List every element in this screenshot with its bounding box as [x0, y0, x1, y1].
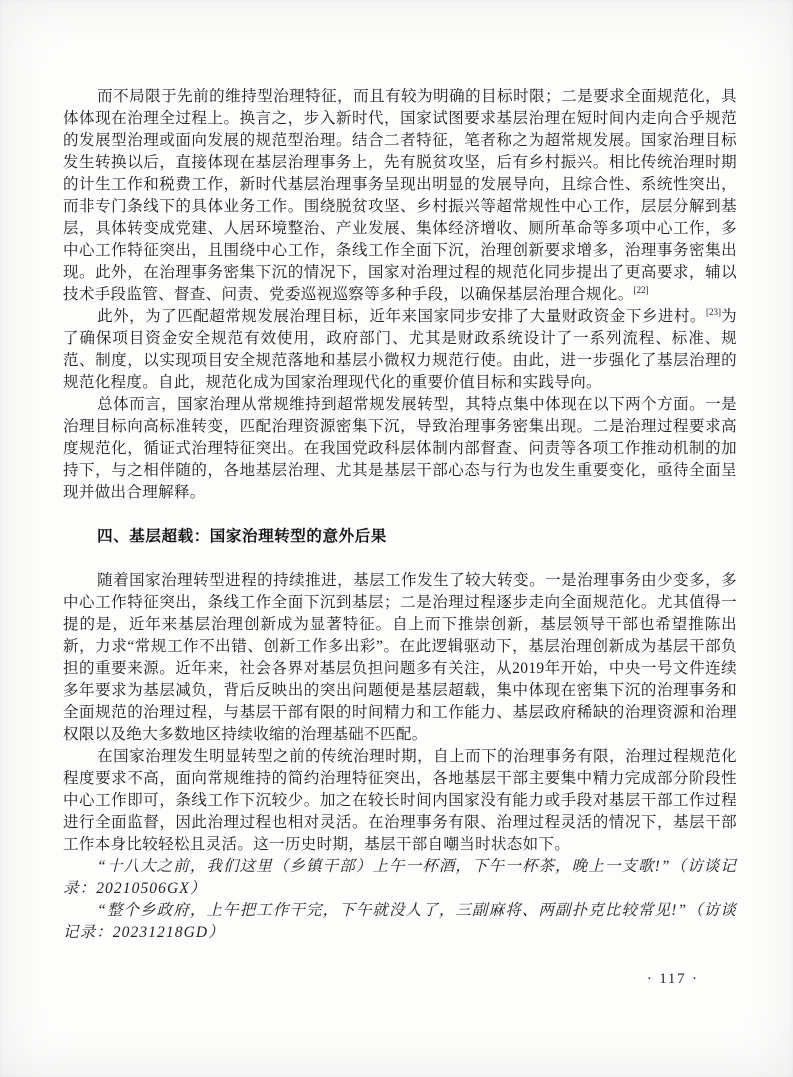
body-paragraph-1 [63, 86, 737, 306]
body-paragraph-5 [63, 746, 737, 856]
interview-quote-2: “整个乡政府，上午把工作干完，下午就没人了，三副麻将、两副扑克比较常见!”（访谈记录：20231218GD） [63, 902, 737, 941]
paragraph-text: 为了确保项目资金安全规范有效使用，政府部门、尤其是财政系统设计了一系列流程、标准、规范、制度，以实现项目安全规范落地和基层小微权力规范行使。由此，进一步强化了基层治理的规范化程度。自此，规范化成为国家治理现代化的重要价值目标和实践导向。 [63, 308, 737, 391]
text-column [63, 86, 737, 990]
page-number: · 117 · [646, 971, 699, 987]
footnote-marker-22: [22] [633, 284, 649, 295]
body-paragraph-3 [63, 394, 737, 504]
body-paragraph-4 [63, 570, 737, 746]
interview-quote-1: “十八大之前，我们这里（乡镇干部）上午一杯酒，下午一杯茶，晚上一支歌!”（访谈记录：20210506GX） [63, 858, 737, 897]
paragraph-text: 此外，为了匹配超常规发展治理目标，近年来国家同步安排了大量财政资金下乡进村。 [97, 308, 706, 325]
section-heading: 四、基层超载：国家治理转型的意外后果 [97, 527, 387, 545]
paragraph-text: 总体而言，国家治理从常规维持到超常规发展转型，其特点集中体现在以下两个方面。一是治理目标向高标准转变，匹配治理资源密集下沉，导致治理事务密集出现。二是治理过程要求高度规范化，循证式治理特征突出。在我国党政科层体制内部督查、问责等各项工作推动机制的加持下，与之相伴随的，各地基层治理、尤其是基层干部心态与行为也发生重要变化，亟待全面呈现并做出合理解释。 [63, 396, 737, 501]
body-paragraph-2 [63, 306, 737, 394]
paragraph-text: 在国家治理发生明显转型之前的传统治理时期，自上而下的治理事务有限，治理过程规范化程度要求不高，面向常规维持的简约治理特征突出，各地基层干部主要集中精力完成部分阶段性中心工作即可，条线工作下沉较少。加之在较长时间内国家没有能力或手段对基层干部工作过程进行全面监督，因此治理过程也相对灵活。在治理事务有限、治理过程灵活的情况下，基层干部工作本身比较轻松且灵活。这一历史时期，基层干部自嘲当时状态如下。 [63, 748, 737, 853]
footnote-marker-23: [23] [705, 306, 721, 317]
paragraph-text: 而不局限于先前的维持型治理特征，而且有较为明确的目标时限；二是要求全面规范化，具体体现在治理全过程上。换言之，步入新时代，国家试图要求基层治理在短时间内走向合乎规范的发展型治理或面向发展的规范型治理。结合二者特征，笔者称之为超常规发展。国家治理目标发生转换以后，直接体现在基层治理事务上，先有脱贫攻坚，后有乡村振兴。相比传统治理时期的计生工作和税费工作，新时代基层治理事务呈现出明显的发展导向，且综合性、系统性突出，而非专门条线下的具体业务工作。围绕脱贫攻坚、乡村振兴等超常规性中心工作，层层分解到基层，具体转变成党建、人居环境整治、产业发展、集体经济增收、厕所革命等多项中心工作，多中心工作特征突出，且围绕中心工作，条线工作全面下沉，治理创新要求增多，治理事务密集出现。此外，在治理事务密集下沉的情况下，国家对治理过程的规范化同步提出了更高要求，辅以技术手段监管、督查、问责、党委巡视巡察等多种手段，以确保基层治理合规化。 [63, 88, 737, 303]
paragraph-text: 随着国家治理转型进程的持续推进，基层工作发生了较大转变。一是治理事务由少变多，多中心工作特征突出，条线工作全面下沉到基层；二是治理过程逐步走向全面规范化。尤其值得一提的是，近年来基层治理创新成为显著特征。自上而下推崇创新，基层领导干部也希望推陈出新，力求“常规工作不出错、创新工作多出彩”。在此逻辑驱动下，基层治理创新成为基层干部负担的重要来源。近年来，社会各界对基层负担问题多有关注，从2019年开始，中央一号文件连续多年要求为基层减负，背后反映出的突出问题便是基层超载，集中体现在密集下沉的治理事务和全面规范的治理过程，与基层干部有限的时间精力和工作能力、基层政府稀缺的治理资源和治理权限以及绝大多数地区持续收缩的治理基础不匹配。 [63, 572, 737, 743]
